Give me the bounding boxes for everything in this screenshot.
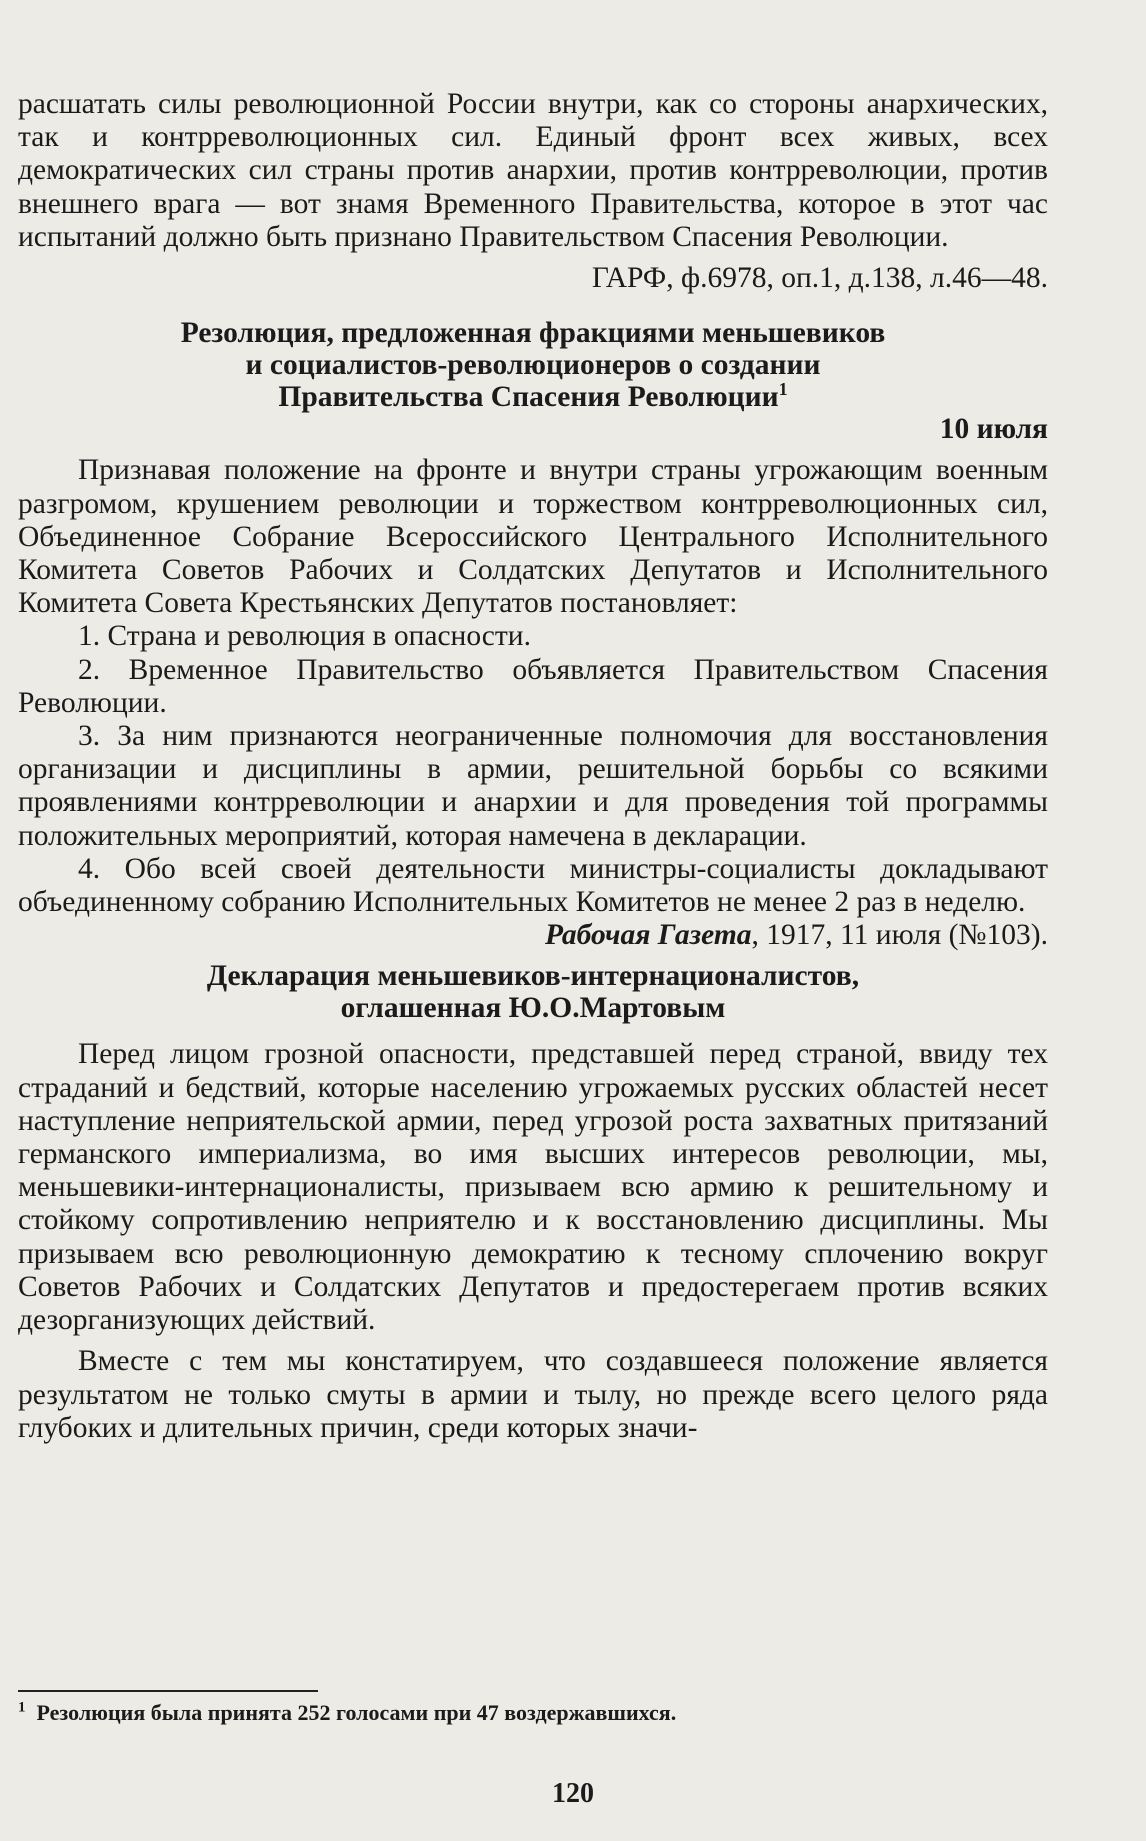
page-number: 120 <box>552 1778 594 1809</box>
resolution-date: 10 июля <box>939 413 1048 446</box>
paragraph-intro: расшатать силы революционной России внутри, как со стороны анархических, так и контрреволюционных сил. Единый фронт всех живых, всех демократических сил страны против анархии, против контрреволюции, против внешнего врага — вот знамя Временного Правительства, которое в этот час испытаний должно быть признано Правительством Спасения Революции. <box>18 88 1048 253</box>
paragraph-resolution: Признавая положение на фронте и внутри страны угрожающим военным разгромом, крушением революции и торжеством контрреволюционных сил, Объединенное Собрание Всероссийского Центрального Исполнительного Комитета Советов Рабочих и Солдатских Депутатов и Исполнительного Комитета Совета Крестьянских Депутатов постановляет: <box>18 454 1048 620</box>
declaration-heading-line-2: оглашенная Ю.О.Мартовым <box>340 992 726 1025</box>
footnote-mark: 1 <box>778 379 788 400</box>
archive-source: ГАРФ, ф.6978, оп.1, д.138, л.46—48. <box>591 262 1048 295</box>
resolution-heading-line-3 <box>18 381 1048 413</box>
resolution-heading-text: Правительства Спасения Революции <box>278 381 779 414</box>
page-body <box>18 88 1048 1445</box>
newspaper-details: , 1917, 11 июля (№103). <box>751 919 1048 952</box>
footnote-divider <box>18 1690 318 1692</box>
newspaper-title: Рабочая Газета <box>545 919 752 952</box>
resolution-heading-line-1: Резолюция, предложенная фракциями меньшевиков <box>180 317 886 350</box>
footnote-number: 1 <box>18 1699 26 1716</box>
declaration-heading-line-1: Декларация меньшевиков-интернационалистов, <box>206 960 860 993</box>
resolution-item-1: 1. Страна и революция в опасности. <box>78 620 531 653</box>
footnote-text: Резолюция была принята 252 голосами при 47 воздержавшихся. <box>36 1700 677 1725</box>
resolution-heading-line-2: и социалистов-революционеров о создании <box>245 349 821 382</box>
footnote <box>18 1700 1048 1726</box>
paragraph-declaration-1: Перед лицом грозной опасности, представшей перед страной, ввиду тех страданий и бедствий, которые населению угрожаемых русских областей несет наступление неприятельской армии, перед угрозой роста захватных притязаний германского империализма, во имя высших интересов революции, мы, меньшевики-интернационалисты, призываем всю армию к решительному и стойкому сопротивлению неприятелю и к восстановлению дисциплины. Мы призываем всю революционную демократию к тесному сплочению вокруг Советов Рабочих и Солдатских Депутатов и предостерегаем против всяких дезорганизующих действий. <box>18 1038 1048 1337</box>
resolution-item-3: 3. За ним признаются неограниченные полномочия для восстановления организации и дисциплины в армии, решительной борьбы со всякими проявлениями контрреволюции и анархии и для проведения той программы положительных мероприятий, которая намечена в декларации. <box>18 720 1048 852</box>
newspaper-source <box>18 919 1048 952</box>
resolution-item-2: 2. Временное Правительство объявляется Правительством Спасения Революции. <box>18 653 1048 719</box>
resolution-item-4: 4. Обо всей своей деятельности министры-социалисты докладывают объединенному собранию Исполнительных Комитетов не менее 2 раз в неделю. <box>18 852 1048 919</box>
paragraph-declaration-2: Вместе с тем мы констатируем, что создавшееся положение является результатом не только смуты в армии и тылу, но прежде всего целого ряда глубоких и длительных причин, среди которых значи- <box>18 1345 1048 1444</box>
